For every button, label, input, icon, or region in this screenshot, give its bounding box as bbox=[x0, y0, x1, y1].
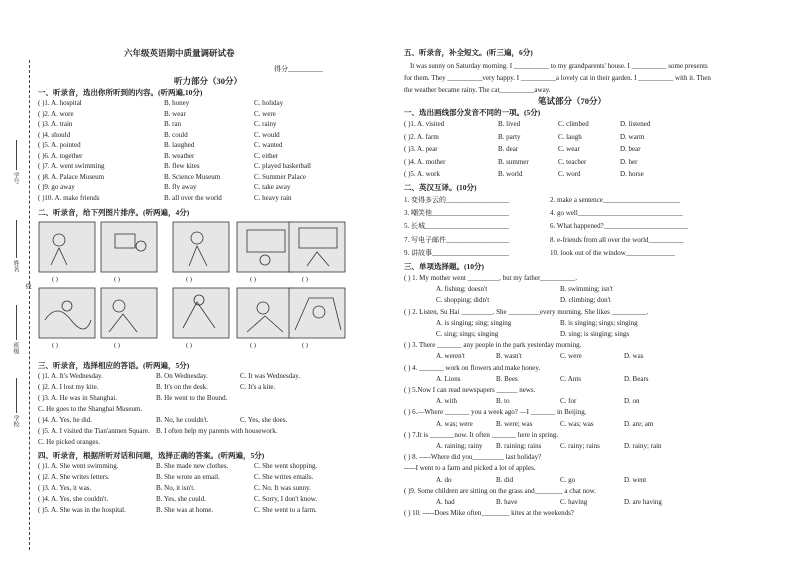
option-c: C. either bbox=[254, 151, 279, 160]
option-c: C. She went shopping. bbox=[254, 462, 318, 470]
mcq-option: D. was bbox=[624, 352, 644, 361]
question-item: ( )2. A. She writes letters. bbox=[38, 473, 110, 481]
question-item: C. He goes to the Shanghai Museum. bbox=[38, 405, 143, 413]
question-item: ( )1. A. hospital bbox=[38, 99, 82, 107]
question-item: ( )4. should bbox=[38, 130, 71, 139]
mcq-option: B. to bbox=[496, 397, 510, 406]
mcq-option: A. raining; rainy bbox=[436, 442, 483, 450]
option-b: B. party bbox=[498, 132, 521, 141]
option-c: C. would bbox=[254, 130, 280, 139]
pic-blank-8: ( ) bbox=[186, 342, 192, 349]
mcq-stem: ( ) 4. _______ work on flowers and make honey. bbox=[404, 363, 541, 372]
mcq-option: C. for bbox=[560, 397, 577, 406]
question-item: ( )5. A. work bbox=[404, 170, 440, 178]
w-section-2-heading: 二、英汉互译。(10分) bbox=[404, 183, 477, 192]
mcq-option: A. fishing; doesn't bbox=[436, 285, 488, 294]
question-item: ( )2. A. farm bbox=[404, 132, 439, 141]
mcq-option: A. is singing; sing; singing bbox=[436, 318, 512, 327]
option-b: B. She wrote an email. bbox=[156, 473, 220, 481]
section-4-heading: 四、听录音，根据所听对话和问题，选择正确的答案。(听两遍，5分) bbox=[38, 451, 265, 460]
mcq-option: B. is singing; sings; singing bbox=[560, 318, 638, 327]
translation-item: 6. What happened?________________________ bbox=[550, 222, 688, 231]
blank-line bbox=[16, 378, 17, 413]
mcq-option: A. weren't bbox=[436, 352, 465, 361]
option-d: D. horse bbox=[620, 170, 644, 178]
option-c: C. She writes emails. bbox=[254, 473, 314, 481]
question-item: ( )7. A. went swimming bbox=[38, 162, 105, 170]
mcq-option: D. Bears bbox=[624, 374, 649, 383]
pic-blank-7: ( ) bbox=[114, 342, 120, 349]
question-item: ( )5. A. She was in the hospital. bbox=[38, 506, 126, 514]
option-c: C. Sorry, I don't know. bbox=[254, 495, 318, 503]
translation-item: 9. 讲故事______________________ bbox=[404, 248, 509, 257]
mcq-stem: ( ) 10. -----Does Mike often________ kites at the weekends? bbox=[404, 509, 574, 518]
question-item: C. He picked oranges. bbox=[38, 438, 101, 446]
mcq-stem: ( ) 3. There _______ any people in the park yesterday morning. bbox=[404, 341, 582, 350]
question-item: ( )8. A. Palace Museum bbox=[38, 172, 105, 181]
mcq-option: C. sing; sings; singing bbox=[436, 330, 499, 338]
question-item: ( )1. A. visited bbox=[404, 120, 445, 128]
listening-part-title: 听力部分（30分） bbox=[174, 76, 243, 86]
option-c: C. wear bbox=[558, 145, 580, 153]
option-b: B. honey bbox=[164, 99, 190, 107]
passage-line-1: It was sunny on Saturday morning. I __________ to my grandparents' house. I __________ some presents bbox=[410, 62, 708, 70]
question-item: ( )4. A. mother bbox=[404, 157, 446, 166]
question-item: ( )3. A. train bbox=[38, 120, 73, 128]
w-section-3-heading: 三、单项选择题。(10分) bbox=[404, 262, 484, 271]
question-item: ( )2. A. I lost my kite. bbox=[38, 383, 99, 391]
option-b: B. laughed bbox=[164, 141, 195, 149]
option-c: C. climbed bbox=[558, 120, 589, 128]
mcq-option: D. rainy; rain bbox=[624, 442, 662, 450]
option-c: C. heavy rain bbox=[254, 193, 292, 202]
translation-item: 4. go well______________________________ bbox=[550, 209, 683, 218]
option-b: B. wear bbox=[164, 109, 186, 118]
translation-item: 2. make a sentence______________________ bbox=[550, 196, 680, 204]
question-item: ( )5. A. I visited the Tian'anmen Square. bbox=[38, 427, 150, 435]
pic-blank-4: ( ) bbox=[250, 276, 256, 283]
option-b: B. I often help my parents with housework. bbox=[156, 427, 278, 435]
binding-label-id: 学号 bbox=[12, 172, 18, 184]
binding-label-school: 学校 bbox=[12, 415, 18, 427]
score-label: 得分__________ bbox=[274, 65, 323, 73]
mcq-option: D. sing; is singing; sings bbox=[560, 330, 630, 338]
option-b: B. She made new clothes. bbox=[156, 462, 229, 470]
option-c: C. Summer Palace bbox=[254, 172, 306, 181]
pic-blank-10: ( ) bbox=[302, 342, 308, 349]
pic-blank-5: ( ) bbox=[302, 276, 308, 283]
mcq-option: B. raining; rains bbox=[496, 442, 542, 450]
option-b: B. On Wednesday. bbox=[156, 372, 208, 380]
mcq-option: D. went bbox=[624, 475, 647, 484]
mcq-stem: ( ) 6.—Where _______ you a week ago? —I _______ in Beijing. bbox=[404, 408, 587, 417]
question-item: ( )1. A. It's Wednesday. bbox=[38, 372, 103, 380]
mcq-option: B. were; was bbox=[496, 419, 533, 428]
question-item: ( )9. go away bbox=[38, 183, 75, 191]
option-b: B. Science Museum bbox=[164, 172, 221, 181]
mcq-option: B. swimming; isn't bbox=[560, 285, 613, 294]
option-b: B. Yes, she could. bbox=[156, 495, 206, 503]
option-d: D. bear bbox=[620, 145, 641, 153]
section-1-heading: 一、听录音，选出你所听到的内容。(听两遍,10分) bbox=[38, 88, 203, 97]
mcq-stem: -----I went to a farm and picked a lot of apples. bbox=[404, 464, 536, 473]
mcq-option: A. was; were bbox=[436, 419, 473, 428]
section-5-heading: 五、听录音，补全短文。(听三遍，6分) bbox=[404, 48, 533, 57]
section-3-heading: 三、听录音，选择相应的答语。(听两遍，5分) bbox=[38, 361, 190, 370]
question-item: ( )10. A. make friends bbox=[38, 193, 100, 202]
translation-item: 3. 嘲笑他______________________ bbox=[404, 209, 509, 218]
mcq-option: D. are having bbox=[624, 498, 662, 506]
translation-item: 10. look out of the window______________ bbox=[550, 248, 675, 257]
w-section-1-heading: 一、选出画线部分发音不同的一项。(5分) bbox=[404, 108, 541, 117]
option-b: B. lived bbox=[498, 120, 521, 128]
option-c: C. holiday bbox=[254, 99, 284, 107]
written-part-title: 笔试部分（70分） bbox=[538, 96, 607, 106]
mcq-option: B. have bbox=[496, 498, 518, 506]
mcq-stem: ( ) 1. My mother went _________, but my father__________. bbox=[404, 274, 578, 282]
option-c: C. teacher bbox=[558, 157, 587, 166]
exam-title: 六年级英语期中质量调研试卷 bbox=[124, 48, 235, 58]
mcq-stem: ( )9. Some children are sitting on the grass and________ a chat now. bbox=[404, 486, 597, 495]
mcq-stem: ( ) 8. -----Where did you_________ last holiday? bbox=[404, 453, 542, 462]
binding-label-class: 班级 bbox=[12, 342, 18, 354]
mcq-option: B. did bbox=[496, 475, 514, 484]
mcq-option: A. do bbox=[436, 475, 452, 484]
translation-item: 7. 写电子邮件__________________ bbox=[404, 235, 509, 244]
option-c: C. laugh bbox=[558, 132, 582, 141]
blank-line bbox=[16, 140, 17, 170]
pic-blank-6: ( ) bbox=[52, 342, 58, 349]
pic-blank-3: ( ) bbox=[186, 276, 192, 283]
option-c: C. take away bbox=[254, 183, 291, 191]
mcq-option: A. with bbox=[436, 397, 457, 406]
translation-item: 8. e-friends from all over the world__________ bbox=[550, 235, 684, 244]
mcq-option: C. rainy; rains bbox=[560, 442, 600, 450]
mcq-option: D. on bbox=[624, 397, 640, 406]
option-b: B. summer bbox=[498, 157, 529, 166]
option-c: C. played basketball bbox=[254, 162, 311, 170]
question-item: ( )5. A. pointed bbox=[38, 141, 81, 149]
option-b: B. weather bbox=[164, 151, 195, 160]
mcq-option: C. shopping; didn't bbox=[436, 296, 490, 305]
mcq-option: A. Lions bbox=[436, 374, 461, 383]
question-item: ( )2. A. wore bbox=[38, 109, 74, 118]
option-b: B. She was at home. bbox=[156, 506, 214, 514]
binding-mark: 线 bbox=[24, 283, 30, 289]
mcq-option: B. wasn't bbox=[496, 352, 522, 361]
question-item: ( )1. A. She went swimming. bbox=[38, 462, 119, 470]
picture-grid bbox=[37, 220, 347, 352]
mcq-stem: ( ) 5.Now I can read newspapers ______ news. bbox=[404, 386, 536, 394]
mcq-option: C. was; was bbox=[560, 419, 594, 428]
mcq-option: D. are; am bbox=[624, 419, 654, 428]
option-b: B. all over the world bbox=[164, 193, 222, 202]
option-c: C. It's a kite. bbox=[240, 383, 276, 391]
option-b: B. dear bbox=[498, 145, 519, 153]
passage-line-3: the weather became rainy. The cat__________away. bbox=[404, 86, 551, 94]
question-item: ( )6. A. together bbox=[38, 151, 83, 160]
option-c: C. Yes, she does. bbox=[240, 416, 288, 424]
question-item: ( )3. A. He was in Shanghai. bbox=[38, 394, 118, 402]
option-b: B. flew kites bbox=[164, 162, 200, 170]
option-b: B. world bbox=[498, 170, 523, 178]
pic-blank-9: ( ) bbox=[250, 342, 256, 349]
binding-margin bbox=[0, 60, 40, 550]
option-d: D. listened bbox=[620, 120, 651, 128]
mcq-option: C. were bbox=[560, 352, 582, 361]
option-c: C. It was Wednesday. bbox=[240, 372, 301, 380]
mcq-stem: ( ) 7.It is _______now. It often _______ here in spring. bbox=[404, 430, 559, 439]
mcq-option: B. Bees bbox=[496, 374, 518, 383]
option-c: C. word bbox=[558, 170, 581, 178]
mcq-option: D. climbing; don't bbox=[560, 296, 611, 305]
mcq-option: C. Ants bbox=[560, 374, 582, 383]
translation-item: 5. 长城________________________ bbox=[404, 222, 509, 231]
question-item: ( )4. A. Yes, he did. bbox=[38, 416, 93, 424]
option-b: B. No, he couldn't. bbox=[156, 416, 209, 424]
option-b: B. ran bbox=[164, 120, 182, 128]
option-d: D. warm bbox=[620, 132, 645, 141]
option-c: C. were bbox=[254, 109, 276, 118]
option-b: B. It's on the desk. bbox=[156, 383, 208, 391]
mcq-option: C. having bbox=[560, 498, 588, 506]
option-b: B. could bbox=[164, 130, 188, 139]
question-item: ( )3. A. Yes, it was. bbox=[38, 484, 92, 492]
pic-blank-1: ( ) bbox=[52, 276, 58, 283]
option-c: C. wanted bbox=[254, 141, 283, 149]
option-c: C. rainy bbox=[254, 120, 277, 128]
cut-line bbox=[29, 60, 30, 550]
blank-line bbox=[16, 305, 17, 340]
option-c: C. No. It was sunny. bbox=[254, 484, 311, 492]
binding-label-name: 姓名 bbox=[12, 260, 18, 272]
option-b: B. No, it isn't. bbox=[156, 484, 195, 492]
question-item: ( )4. A. Yes, she couldn't. bbox=[38, 495, 109, 503]
mcq-stem: ( ) 2. Listen, Su Hai _________. She _________every morning. She likes __________. bbox=[404, 307, 649, 316]
passage-line-2: for them. They __________very happy. I __________a lovely cat in their garden. I __________ with it. Then bbox=[404, 74, 711, 82]
option-c: C. She went to a farm. bbox=[254, 506, 317, 514]
picture-grid-svg bbox=[37, 220, 347, 352]
option-b: B. fly away bbox=[164, 183, 197, 191]
pic-blank-2: ( ) bbox=[114, 276, 120, 283]
mcq-option: C. go bbox=[560, 475, 576, 484]
question-item: ( )3. A. pear bbox=[404, 145, 438, 153]
option-d: D. her bbox=[620, 157, 638, 166]
section-2-heading: 二、听录音，给下列图片排序。(听两遍，4分) bbox=[38, 208, 190, 217]
blank-line bbox=[16, 220, 17, 258]
translation-item: 1. 变得多云的__________________ bbox=[404, 196, 509, 204]
mcq-option: A. had bbox=[436, 498, 455, 506]
option-b: B. He went to the Bound. bbox=[156, 394, 228, 402]
